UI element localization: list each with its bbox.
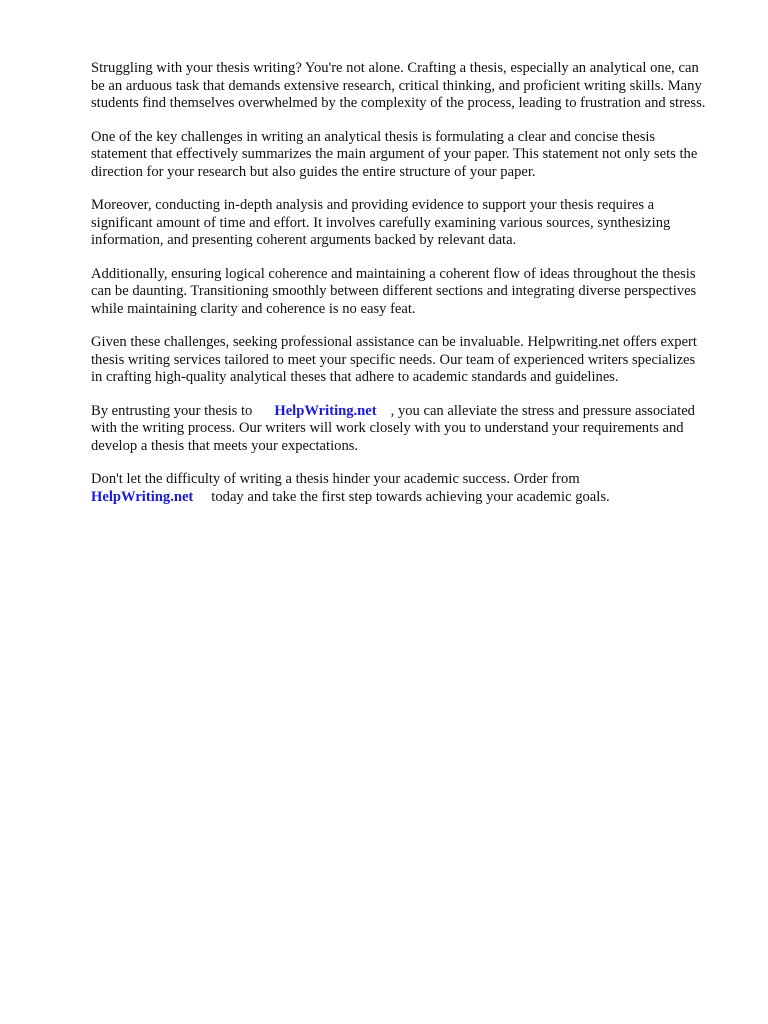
helpwriting-link-2[interactable]: HelpWriting.net xyxy=(91,488,194,505)
cta-text-after: today and take the first step towards achieving your academic goals. xyxy=(211,488,610,505)
entrusting-text-before: By entrusting your thesis to xyxy=(91,402,253,419)
helpwriting-link-1[interactable]: HelpWriting.net xyxy=(274,402,377,419)
paragraph-assistance: Given these challenges, seeking professional assistance can be invaluable. Helpwriting.net offers expert thesis writing services tailored to meet your specific needs. Our team of experienced writers specializes in crafting high-quality analytical theses that adhere to academic standards and guidelines. xyxy=(91,334,697,385)
paragraph-coherence: Additionally, ensuring logical coherence and maintaining a coherent flow of ideas throughout the thesis can be daunting. Transitioning smoothly between different sections and integrating diverse perspectives while maintaining clarity and coherence is no easy feat. xyxy=(91,265,697,317)
entrusting-text-after: , you can alleviate the stress and pressure associated with the writing process. Our writers will work closely with you to understand your requirements and develop a thesis that meets your expectations. xyxy=(91,402,695,454)
paragraph-intro: Struggling with your thesis writing? You're not alone. Crafting a thesis, especially an analytical one, can be an arduous task that demands extensive research, critical thinking, and proficient writing skills. Many students find themselves overwhelmed by the complexity of the process, leading to frustration and stress. xyxy=(91,60,706,111)
paragraph-thesis-statement: One of the key challenges in writing an analytical thesis is formulating a clear and concise thesis statement that effectively summarizes the main argument of your paper. This statement not only sets the direction for your research but also guides the entire structure of your paper. xyxy=(91,128,698,180)
paragraph-entrusting xyxy=(91,403,708,456)
paragraph-analysis: Moreover, conducting in-depth analysis and providing evidence to support your thesis requires a significant amount of time and effort. It involves carefully examining various sources, synthesizing information, and presenting coherent arguments backed by relevant data. xyxy=(91,197,671,248)
cta-text-before: Don't let the difficulty of writing a thesis hinder your academic success. Order from xyxy=(91,471,580,487)
paragraph-call-to-action xyxy=(91,471,708,506)
